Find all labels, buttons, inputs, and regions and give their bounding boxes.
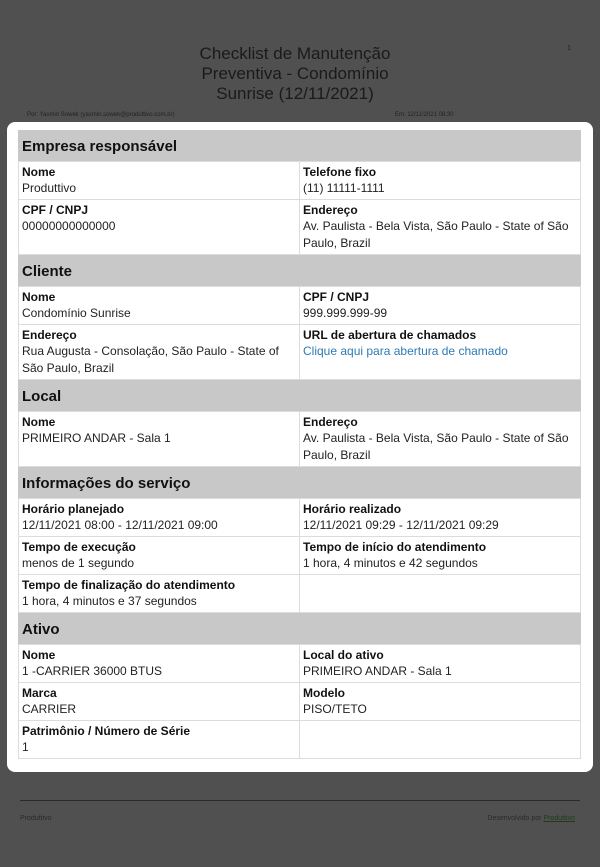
servico-inicio-cell xyxy=(300,537,581,575)
open-ticket-link[interactable]: Clique aqui para abertura de chamado xyxy=(303,344,508,358)
field-label: Horário planejado xyxy=(22,502,125,516)
document-title xyxy=(0,44,590,104)
section-title: Local xyxy=(18,380,581,411)
empresa-table xyxy=(18,161,581,255)
section-title: Ativo xyxy=(18,613,581,644)
footer-credit-prefix: Desenvolvido por xyxy=(487,815,542,822)
ativo-modelo-cell xyxy=(300,683,581,721)
field-label: Patrimônio / Número de Série xyxy=(22,724,191,738)
field-label: CPF / CNPJ xyxy=(303,290,370,304)
field-label: Tempo de execução xyxy=(22,540,136,554)
empresa-nome-cell xyxy=(19,162,300,200)
ativo-local-cell xyxy=(300,645,581,683)
date-text: Em: 12/11/2021 08:30 xyxy=(395,112,454,118)
cliente-table xyxy=(18,286,581,380)
page-number: 1 xyxy=(567,45,571,52)
field-label: Nome xyxy=(22,290,56,304)
field-label: Endereço xyxy=(22,328,77,342)
field-value: 12/11/2021 09:29 - 12/11/2021 09:29 xyxy=(303,518,499,532)
field-label: Nome xyxy=(22,165,56,179)
cliente-cpf-cell xyxy=(300,287,581,325)
local-nome-cell xyxy=(19,412,300,467)
field-label: Endereço xyxy=(303,415,358,429)
cliente-endereco-cell xyxy=(19,325,300,380)
report-card xyxy=(7,122,593,772)
field-label: Telefone fixo xyxy=(303,165,377,179)
field-value: Condomínio Sunrise xyxy=(22,306,131,320)
field-value: 1 hora, 4 minutos e 42 segundos xyxy=(303,556,478,570)
section-servico xyxy=(18,467,581,613)
footer-divider xyxy=(20,800,580,801)
field-label: Endereço xyxy=(303,203,358,217)
empresa-cpf-cell xyxy=(19,200,300,255)
field-value: 1 xyxy=(22,740,29,754)
field-label: Horário realizado xyxy=(303,502,402,516)
servico-realizado-cell xyxy=(300,499,581,537)
field-value: 1 hora, 4 minutos e 37 segundos xyxy=(22,594,197,608)
field-value: 999.999.999-99 xyxy=(303,306,388,320)
servico-planejado-cell xyxy=(19,499,300,537)
field-label: Tempo de finalização do atendimento xyxy=(22,578,236,592)
field-value: PRIMEIRO ANDAR - Sala 1 xyxy=(303,664,452,678)
servico-table xyxy=(18,498,581,613)
title-line-2: Preventiva - Condomínio xyxy=(201,64,389,83)
footer-credit xyxy=(487,815,575,822)
ativo-marca-cell xyxy=(19,683,300,721)
local-table xyxy=(18,411,581,467)
section-title: Informações do serviço xyxy=(18,467,581,498)
field-value: Produttivo xyxy=(22,181,77,195)
cliente-url-cell xyxy=(300,325,581,380)
section-empresa xyxy=(18,130,581,255)
field-value: 1 -CARRIER 36000 BTUS xyxy=(22,664,163,678)
field-label: Tempo de início do atendimento xyxy=(303,540,487,554)
field-value: CARRIER xyxy=(22,702,77,716)
section-cliente xyxy=(18,255,581,380)
ativo-patrimonio-cell xyxy=(19,721,300,759)
report-sheet xyxy=(18,130,581,759)
field-label: URL de abertura de chamados xyxy=(303,328,477,342)
section-title: Empresa responsável xyxy=(18,130,581,161)
local-endereco-cell xyxy=(300,412,581,467)
empty-cell xyxy=(300,575,581,613)
ativo-table xyxy=(18,644,581,759)
empty-cell xyxy=(300,721,581,759)
title-line-1: Checklist de Manutenção xyxy=(199,44,391,63)
field-value: 00000000000000 xyxy=(22,219,116,233)
section-local xyxy=(18,380,581,467)
section-ativo xyxy=(18,613,581,759)
field-value: menos de 1 segundo xyxy=(22,556,135,570)
field-value: PRIMEIRO ANDAR - Sala 1 xyxy=(22,431,171,445)
field-value: 12/11/2021 08:00 - 12/11/2021 09:00 xyxy=(22,518,218,532)
empresa-endereco-cell xyxy=(300,200,581,255)
field-label: Marca xyxy=(22,686,57,700)
field-value: PISO/TETO xyxy=(303,702,367,716)
author-text: Por: Yasmin Sowek (yasmin.sowek@produttivo.com.br) xyxy=(27,112,175,118)
servico-finalizacao-cell xyxy=(19,575,300,613)
empresa-telefone-cell xyxy=(300,162,581,200)
field-value: (11) 11111-1111 xyxy=(303,181,385,195)
field-value: Av. Paulista - Bela Vista, São Paulo - State of São Paulo, Brazil xyxy=(303,219,569,250)
field-value: Av. Paulista - Bela Vista, São Paulo - State of São Paulo, Brazil xyxy=(303,431,569,462)
servico-execucao-cell xyxy=(19,537,300,575)
footer-credit-link[interactable]: Produttivo xyxy=(543,815,575,822)
title-line-3: Sunrise (12/11/2021) xyxy=(216,84,374,103)
section-title: Cliente xyxy=(18,255,581,286)
field-value: Rua Augusta - Consolação, São Paulo - State of São Paulo, Brazil xyxy=(22,344,279,375)
ativo-nome-cell xyxy=(19,645,300,683)
field-label: Nome xyxy=(22,415,56,429)
field-label: CPF / CNPJ xyxy=(22,203,89,217)
field-label: Local do ativo xyxy=(303,648,384,662)
cliente-nome-cell xyxy=(19,287,300,325)
field-label: Nome xyxy=(22,648,56,662)
field-label: Modelo xyxy=(303,686,345,700)
footer-brand: Produttivo xyxy=(20,815,52,822)
